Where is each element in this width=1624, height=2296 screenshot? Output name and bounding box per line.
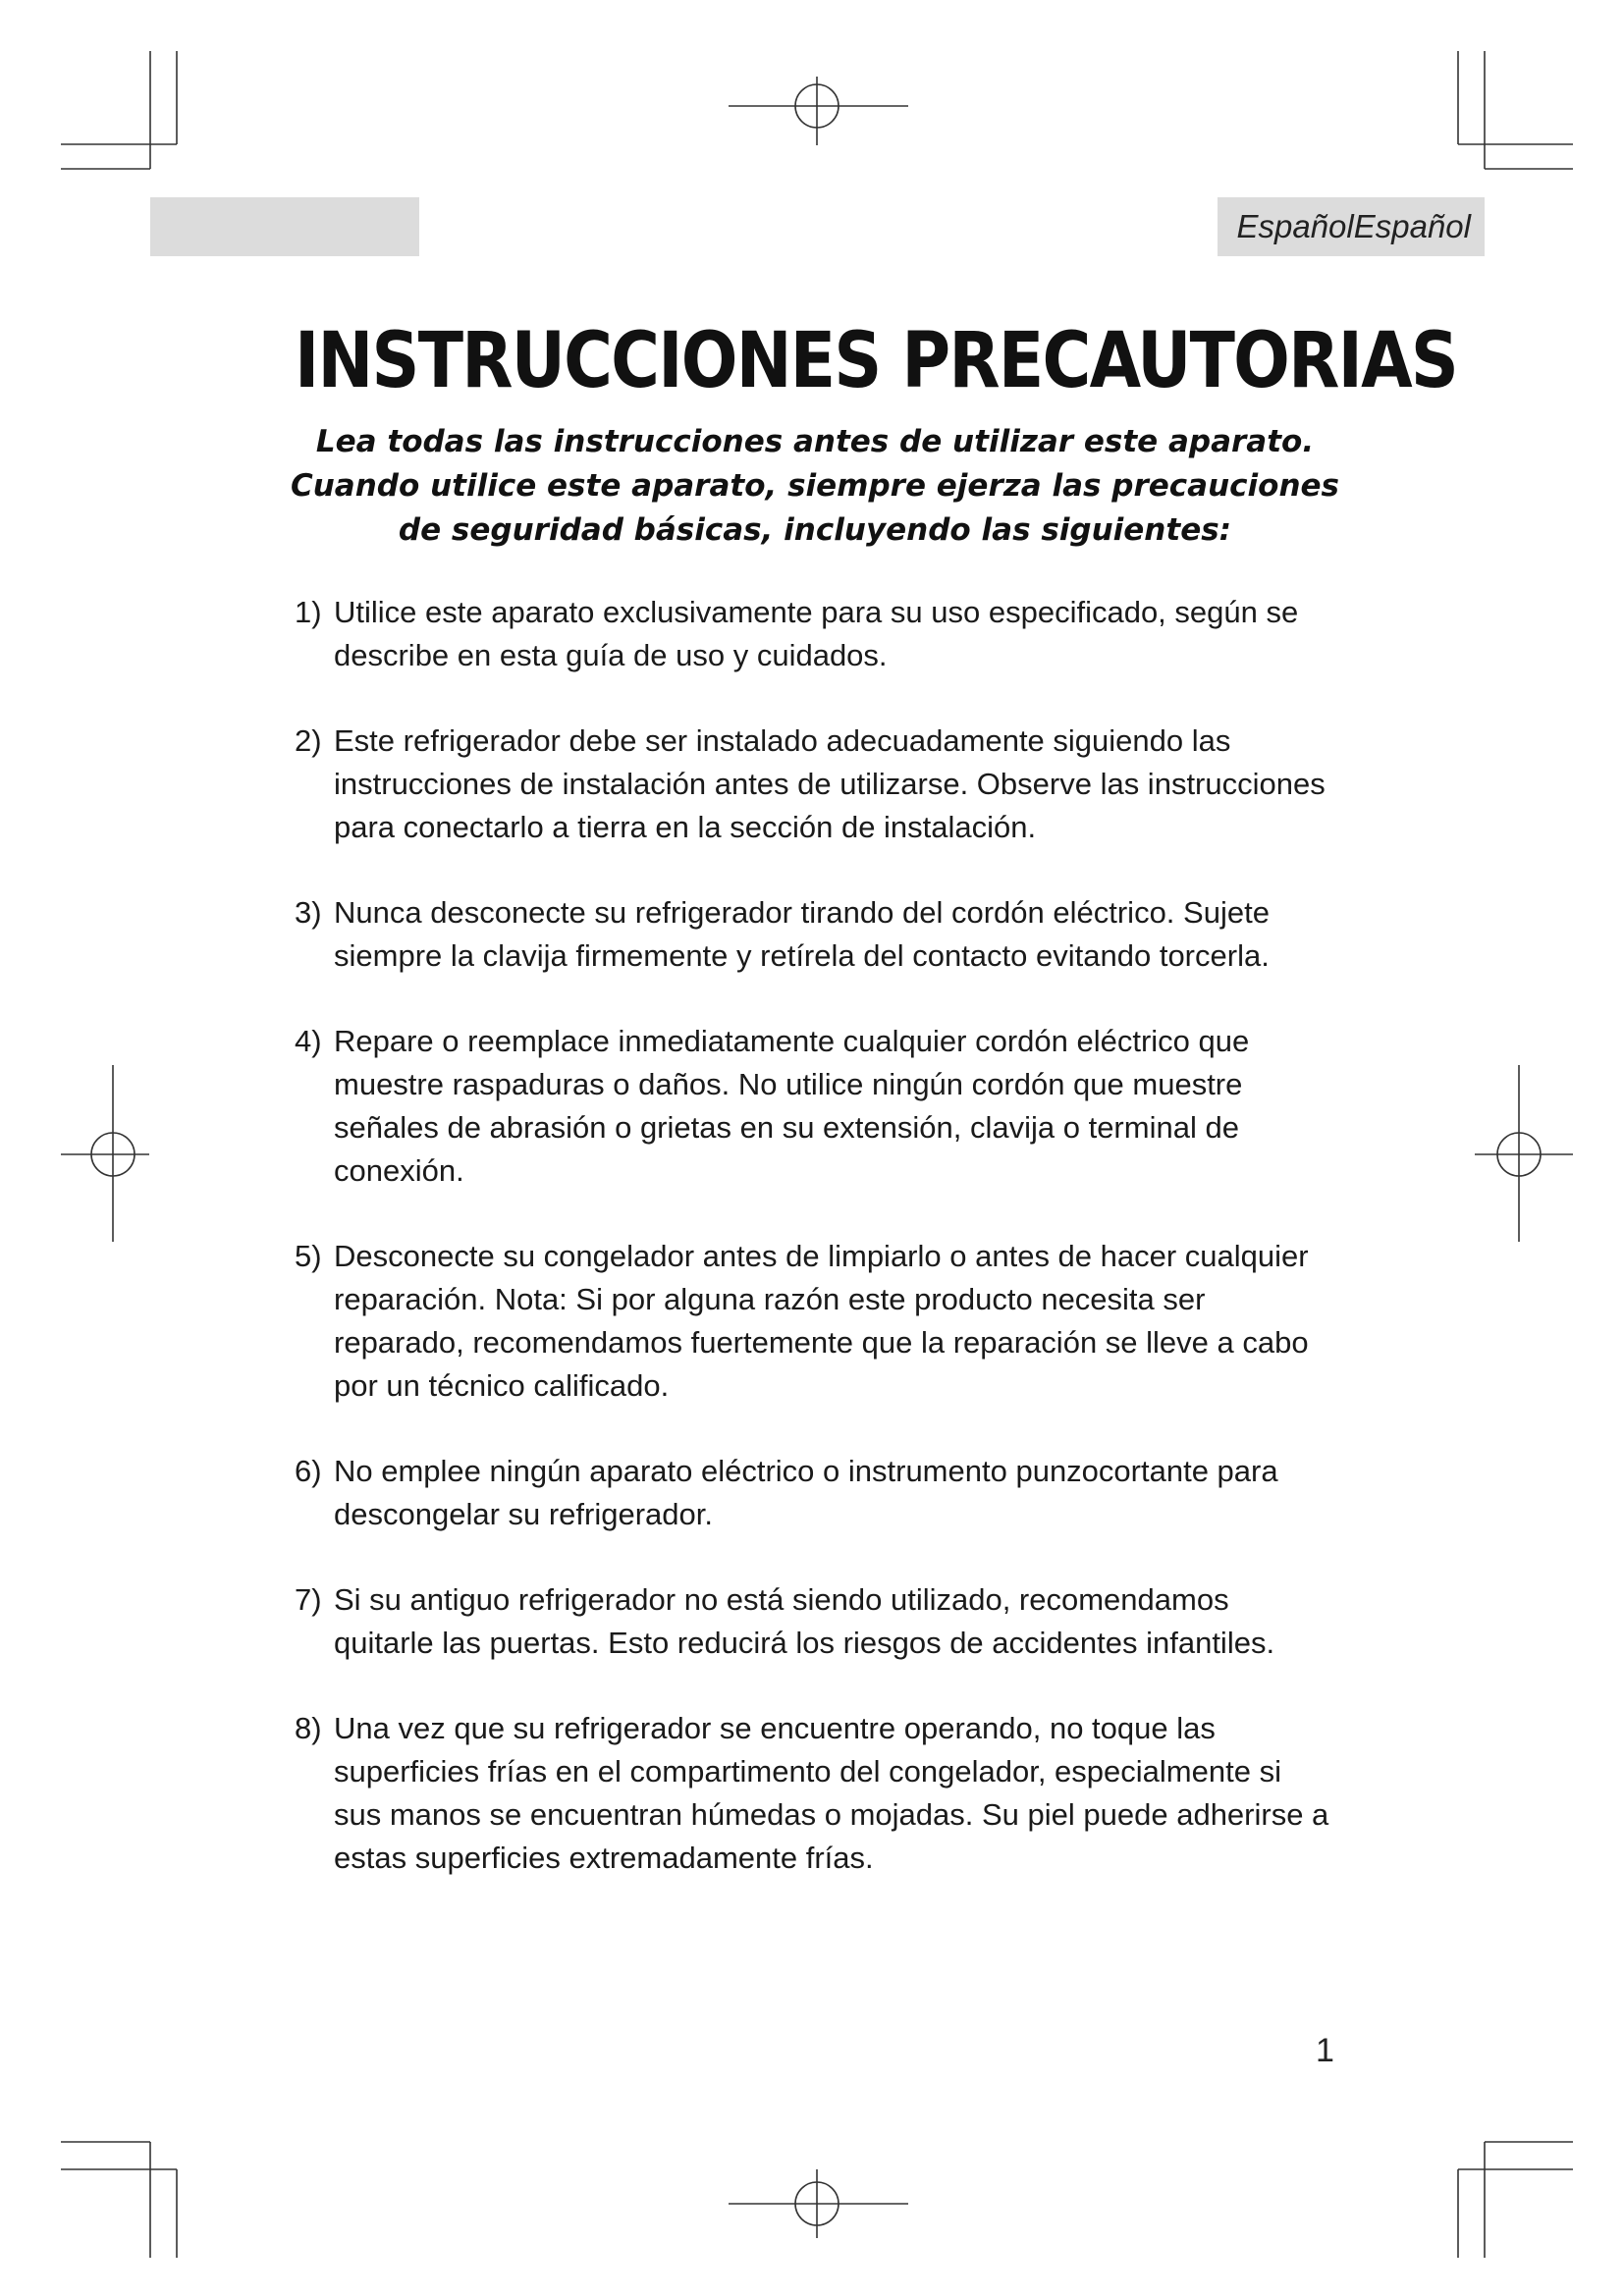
list-item [295,720,1335,849]
page-title: INSTRUCCIONES PRECAUTORIAS [295,317,1458,405]
language-tab [1218,197,1485,256]
registration-mark-bottom [729,2169,908,2238]
list-item [295,1578,1335,1665]
item-text: Utilice este aparato exclusivamente para su uso especificado, según se describe en esta guía de uso y cuidados. [334,595,1299,672]
list-item [295,591,1335,677]
instructions-list [295,591,1335,1922]
item-number: 3) [295,895,322,930]
list-item [295,1707,1335,1880]
item-text: No emplee ningún aparato eléctrico o instrumento punzocortante para descongelar su refrigerador. [334,1454,1278,1531]
item-text: Desconecte su congelador antes de limpiarlo o antes de hacer cualquier reparación. Nota: Si por alguna razón este producto necesita ser reparado, recomendamos fuertemente que la reparación se lleve a cabo por un técnico calificado. [334,1239,1309,1403]
registration-mark-top [729,77,908,145]
list-item [295,1235,1335,1408]
item-text: Si su antiguo refrigerador no está siendo utilizado, recomendamos quitarle las puertas. Esto reducirá los riesgos de accidentes infantiles. [334,1582,1275,1660]
registration-mark-left [61,1065,149,1242]
subtitle-line-1: Lea todas las instrucciones antes de utilizar este aparato. [315,424,1315,459]
list-item [295,1020,1335,1193]
item-text: Nunca desconecte su refrigerador tirando del cordón eléctrico. Sujete siempre la clavija firmemente y retírela del contacto evitando torcerla. [334,895,1270,973]
subtitle [285,420,1345,553]
item-number: 4) [295,1024,322,1058]
language-tab-label: EspañolEspañol [1236,208,1471,244]
item-number: 2) [295,723,322,758]
item-number: 7) [295,1582,322,1617]
item-number: 5) [295,1239,322,1273]
list-item [295,891,1335,978]
header-gray-bar [150,197,419,256]
item-number: 1) [295,595,322,629]
page-number: 1 [1316,2032,1334,2069]
list-item [295,1450,1335,1536]
item-text: Repare o reemplace inmediatamente cualquier cordón eléctrico que muestre raspaduras o daños. No utilice ningún cordón que muestre señales de abrasión o grietas en su extensión, clavija o terminal de conexión. [334,1024,1250,1188]
item-number: 8) [295,1711,322,1745]
item-text: Este refrigerador debe ser instalado adecuadamente siguiendo las instrucciones de instalación antes de utilizarse. Observe las instrucciones para conectarlo a tierra en la sección de instalación. [334,723,1326,844]
registration-mark-right [1475,1065,1573,1242]
item-number: 6) [295,1454,322,1488]
subtitle-line-2: Cuando utilice este aparato, siempre ejerza las precauciones [290,468,1339,504]
subtitle-line-3: de seguridad básicas, incluyendo las siguientes: [398,512,1232,548]
item-text: Una vez que su refrigerador se encuentre operando, no toque las superficies frías en el compartimento del congelador, especialmente si sus manos se encuentran húmedas o mojadas. Su piel puede adherirse a estas superficies extremadamente frías. [334,1711,1329,1875]
